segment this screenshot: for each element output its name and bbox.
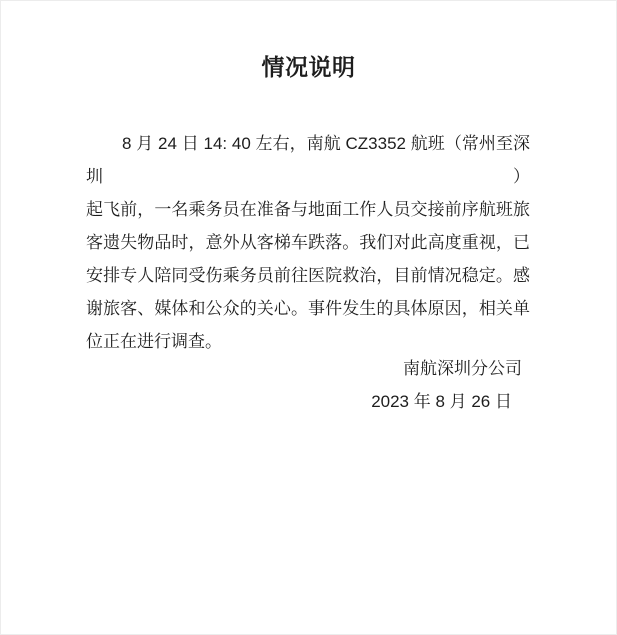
statement-paragraph [86, 127, 530, 358]
statement-line-2: 起飞前，一名乘务员在准备与地面工作人员交接前序航班旅 [86, 200, 530, 219]
document-title: 情况说明 [261, 54, 356, 80]
signature-date: 2023 年 8 月 26 日 [371, 392, 512, 411]
signature-company: 南航深圳分公司 [403, 359, 522, 378]
statement-line-3: 客遗失物品时，意外从客梯车跌落。我们对此高度重视，已 [86, 233, 530, 252]
statement-line-1: 8 月 24 日 14: 40 左右，南航 CZ3352 航班（常州至深圳） [86, 134, 530, 186]
statement-line-5: 谢旅客、媒体和公众的关心。事件发生的具体原因，相关单 [86, 299, 530, 318]
signature-block [86, 352, 530, 418]
statement-line-4: 安排专人陪同受伤乘务员前往医院救治，目前情况稳定。感 [86, 266, 530, 285]
statement-line-6: 位正在进行调查。 [86, 332, 222, 351]
